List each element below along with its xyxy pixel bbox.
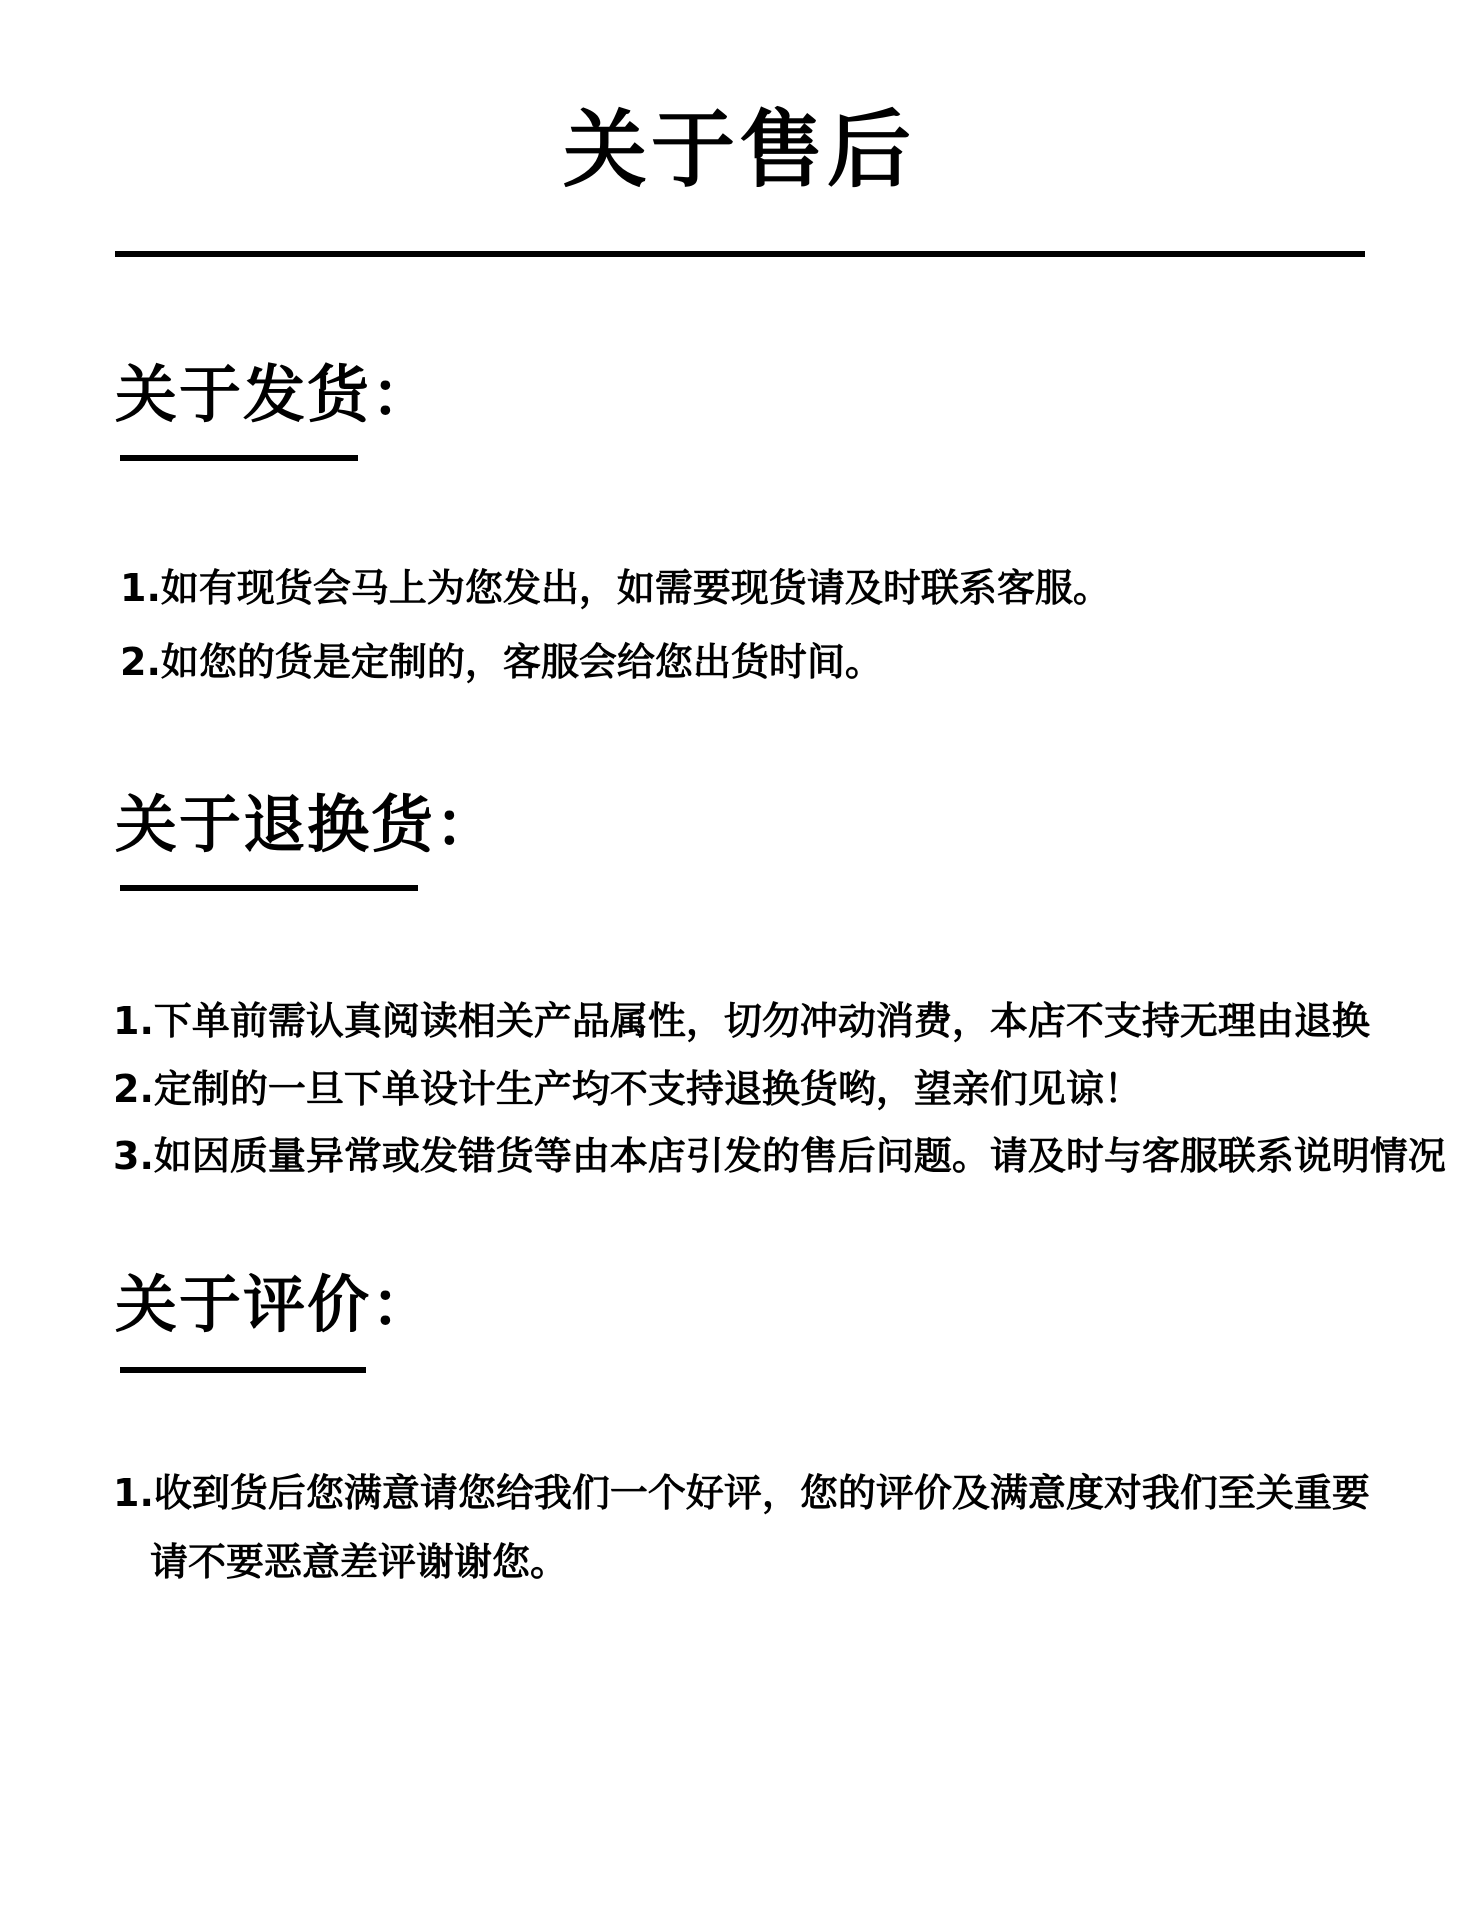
reviews-item-1: 1.收到货后您满意请您给我们一个好评，您的评价及满意度对我们至关重要 — [113, 1471, 1370, 1515]
returns-item-2: 2.定制的一旦下单设计生产均不支持退换货哟，望亲们见谅！ — [113, 1067, 1142, 1111]
section-heading-returns: 关于退换货： — [115, 788, 500, 861]
section-divider-shipping — [120, 455, 358, 461]
shipping-item-1: 1.如有现货会马上为您发出，如需要现货请及时联系客服。 — [120, 566, 1111, 610]
section-heading-reviews: 关于评价： — [115, 1268, 436, 1341]
returns-item-1: 1.下单前需认真阅读相关产品属性，切勿冲动消费，本店不支持无理由退换 — [113, 999, 1370, 1043]
page-title: 关于售后 — [562, 101, 915, 199]
reviews-item-2: 请不要恶意差评谢谢您。 — [150, 1540, 569, 1584]
section-heading-shipping: 关于发货： — [115, 358, 436, 431]
returns-item-3: 3.如因质量异常或发错货等由本店引发的售后问题。请及时与客服联系说明情况 — [113, 1134, 1446, 1178]
section-divider-reviews — [120, 1367, 366, 1373]
shipping-item-2: 2.如您的货是定制的，客服会给您出货时间。 — [120, 640, 883, 684]
title-divider — [115, 251, 1365, 257]
section-divider-returns — [120, 885, 418, 891]
